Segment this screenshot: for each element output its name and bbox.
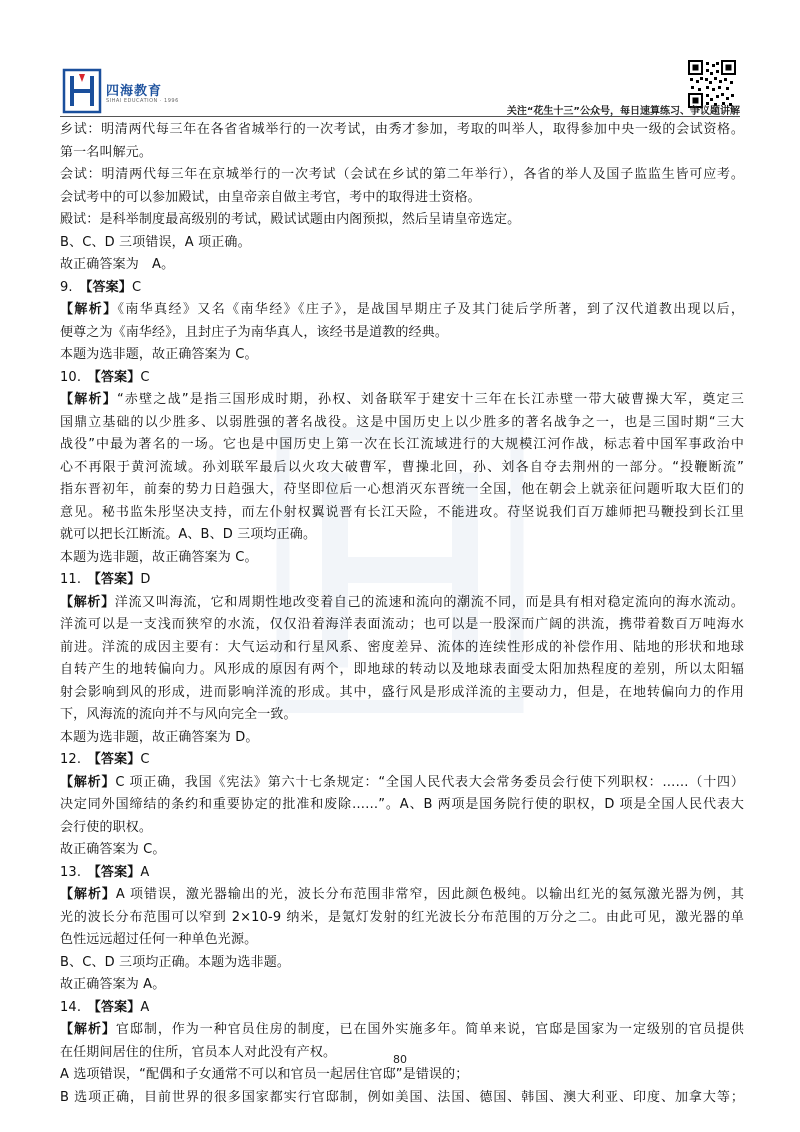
line-text: C xyxy=(140,369,150,385)
section-tag: 【答案】 xyxy=(85,279,132,295)
line-text: B 选项正确，目前世界的很多国家都实行官邸制，例如美国、法国、德国、韩国、澳大利亚、印度、加拿大等； xyxy=(60,1089,744,1105)
line-text: 《南华真经》又名《南华经》《庄子》，是战国早期庄子及其门徒后学所著，到了汉代道教出现以后， xyxy=(117,302,744,317)
text-line xyxy=(60,502,744,525)
page-header xyxy=(0,0,800,118)
brand-subtitle: SIHAI EDUCATION · 1996 xyxy=(106,98,179,104)
answer-line xyxy=(60,749,744,772)
line-text: 就可以把长江断流。A、B、D 三项均正确。 xyxy=(60,527,317,542)
text-line xyxy=(60,659,744,682)
text-line xyxy=(60,794,744,817)
line-text: 洋流又叫海流，它和周期性地改变着自己的流速和流向的潮流不同，而是具有相对稳定流向的海水流动。 xyxy=(114,594,744,610)
text-line xyxy=(60,254,744,277)
analysis-line xyxy=(60,592,744,615)
line-text: 会试：明清两代每三年在京城举行的一次考试（会试在乡试的第二年举行），各省的举人及国子监监生皆可应考。 xyxy=(60,167,744,182)
section-tag: 【解析】 xyxy=(60,1022,116,1037)
text-line xyxy=(60,1087,744,1110)
line-text: 殿试：是科举制度最高级别的考试，殿试试题由内阁预拟，然后呈请皇帝选定。 xyxy=(60,212,521,227)
line-text: 自转产生的地转偏向力。风形成的原因有两个，即地球的转动以及地球表面受太阳加热程度的差别，所以太阳辐 xyxy=(60,662,744,677)
line-text: 官邸制，作为一种官员住房的制度，已在国外实施多年。简单来说，官邸是国家为一定级别的官员提供 xyxy=(115,1022,744,1037)
section-tag: 【解析】 xyxy=(60,887,116,902)
qr-code-icon xyxy=(688,60,736,108)
section-tag: 【答案】 xyxy=(94,752,141,767)
line-text: C 项正确，我国《宪法》第六十七条规定：“全国人民代表大会常务委员会行使下列职权：……（十四） xyxy=(115,774,744,790)
question-number: 12. xyxy=(60,752,95,767)
line-text: “赤壁之战”是指三国形成时期，孙权、刘备联军于建安十三年在长江赤壁一带大破曹操大军，奠定三 xyxy=(116,392,744,407)
line-text: 故正确答案为 A。 xyxy=(60,977,166,992)
line-text: 前进。洋流的成因主要有：大气运动和行星风系、密度差异、流体的连续性形成的补偿作用、陆地的形状和地球 xyxy=(60,639,744,655)
header-slogan: 关注“花生十三”公众号，每日速算练习、争议题讲解 xyxy=(506,106,740,117)
text-line xyxy=(60,704,744,727)
text-line xyxy=(60,187,744,210)
section-tag: 【解析】 xyxy=(60,774,116,790)
analysis-line xyxy=(60,1019,744,1042)
answer-explanations xyxy=(60,119,744,1109)
line-text: C xyxy=(131,279,142,295)
text-line xyxy=(60,412,744,435)
text-line xyxy=(60,164,744,187)
text-line xyxy=(60,547,744,570)
answer-line xyxy=(60,862,744,885)
analysis-line xyxy=(60,299,744,322)
text-line xyxy=(60,232,744,255)
line-text: 射会影响到风的形成，进而影响洋流的形成。其中，盛行风是形成洋流的主要动力，但是，在地转偏向力的作用 xyxy=(60,684,744,700)
line-text: B、C、D 三项均正确。本题为选非题。 xyxy=(60,954,290,970)
question-number: 14. xyxy=(60,999,95,1015)
text-line xyxy=(60,727,744,750)
brand-name: 四海教育 xyxy=(106,84,163,99)
line-text: 国鼎立基础的以少胜多、以弱胜强的著名战役。这是中国历史上以少胜多的著名战争之一，也是三国时期“三大 xyxy=(60,414,744,430)
line-text: 本题为选非题，故正确答案为 C。 xyxy=(60,347,258,362)
header-divider xyxy=(60,116,740,117)
text-line xyxy=(60,524,744,547)
page-number: 80 xyxy=(393,1053,407,1066)
analysis-line xyxy=(60,389,744,412)
analysis-line xyxy=(60,772,744,795)
line-text: 本题为选非题，故正确答案为 D。 xyxy=(60,729,259,745)
line-text: D xyxy=(140,572,151,587)
line-text: 在任期间居住的住所，官员本人对此没有产权。 xyxy=(60,1044,337,1060)
line-text: 本题为选非题，故正确答案为 C。 xyxy=(60,549,258,565)
text-line xyxy=(60,974,744,997)
text-line xyxy=(60,637,744,660)
text-line xyxy=(60,907,744,930)
text-line xyxy=(60,952,744,975)
text-line xyxy=(60,434,744,457)
line-text: 下，风海流的流向并不与风向完全一致。 xyxy=(60,707,297,722)
line-text: 战役”中最为著名的一场。它也是中国历史上第一次在长江流域进行的大规模江河作战，标志着中国军事政治中 xyxy=(60,437,744,452)
question-number: 13. xyxy=(60,864,95,880)
line-text: 会行使的职权。 xyxy=(60,819,153,835)
line-text: A 项错误，激光器输出的光，波长分布范围非常窄，因此颜色极纯。以输出红光的氦氖激光器为例，其 xyxy=(115,887,744,902)
section-tag: 【解析】 xyxy=(60,392,117,407)
line-text: 第一名叫解元。 xyxy=(60,144,153,160)
section-tag: 【答案】 xyxy=(94,864,141,880)
line-text: 洋流可以是一支浅而狭窄的水流，仅仅沿着海洋表面流动；也可以是一股深而广阔的洪流，携带着数百万吨海水 xyxy=(60,617,744,632)
text-line xyxy=(60,322,744,345)
text-line xyxy=(60,142,744,165)
section-tag: 【答案】 xyxy=(94,369,141,385)
line-text: B、C、D 三项错误，A 项正确。 xyxy=(60,234,251,250)
sihai-education-logo xyxy=(62,68,192,114)
text-line xyxy=(60,1064,744,1087)
answer-line xyxy=(60,569,744,592)
text-line xyxy=(60,457,744,480)
logo-mark-icon xyxy=(62,68,102,114)
line-text: 色性远远超过任何一种单色光源。 xyxy=(60,932,258,947)
line-text: A xyxy=(140,864,150,880)
section-tag: 【答案】 xyxy=(94,999,141,1015)
line-text: 会试考中的可以参加殿试，由皇帝亲自做主考官，考中的取得进士资格。 xyxy=(60,189,481,205)
text-line xyxy=(60,119,744,142)
line-text: 乡试：明清两代每三年在各省省城举行的一次考试，由秀才参加，考取的叫举人，取得参加中央一级的会试资格。 xyxy=(60,122,744,137)
line-text: C xyxy=(140,752,150,767)
answer-line xyxy=(60,277,744,300)
section-tag: 【解析】 xyxy=(60,302,118,317)
text-line xyxy=(60,839,744,862)
line-text: 心不再限于黄河流域。孙刘联军最后以火攻大破曹军，曹操北回，孙、刘各自夺去荆州的一部分。“投鞭断流” xyxy=(60,459,744,475)
question-number: 11. xyxy=(60,572,95,587)
text-line xyxy=(60,344,744,367)
line-text: 故正确答案为 A。 xyxy=(60,257,175,272)
analysis-line xyxy=(60,884,744,907)
line-text: A 选项错误，“配偶和子女通常不可以和官员一起居住官邸”是错误的； xyxy=(60,1067,469,1082)
text-line xyxy=(60,929,744,952)
question-number: 9. xyxy=(60,279,86,295)
line-text: 指东晋初年，前秦的势力日趋强大，苻坚即位后一心想消灭东晋统一全国，他在朝会上就亲征问题听取大臣们的 xyxy=(60,482,744,497)
line-text: 光的波长分布范围可以窄到 2×10-9 纳米，是氪灯发射的红光波长分布范围的万分之二。由此可见，激光器的单 xyxy=(60,909,744,925)
section-tag: 【解析】 xyxy=(60,594,115,610)
line-text: 故正确答案为 C。 xyxy=(60,842,166,857)
question-number: 10. xyxy=(60,369,95,385)
line-text: 意见。秘书监朱彤坚决支持，而左仆射权翼说晋有长江天险，不能进攻。苻坚说我们百万雄师把马鞭投到长江里 xyxy=(60,504,744,520)
text-line xyxy=(60,682,744,705)
text-line xyxy=(60,479,744,502)
text-line xyxy=(60,614,744,637)
section-tag: 【答案】 xyxy=(94,572,141,587)
line-text: 便尊之为《南华经》，且封庄子为南华真人，该经书是道教的经典。 xyxy=(60,324,449,340)
answer-line xyxy=(60,367,744,390)
text-line xyxy=(60,209,744,232)
line-text: 决定同外国缔结的条约和重要协定的批准和废除……”。A、B 两项是国务院行使的职权，D 项是全国人民代表大 xyxy=(60,797,744,812)
text-line xyxy=(60,817,744,840)
answer-line xyxy=(60,997,744,1020)
line-text: A xyxy=(140,999,150,1015)
